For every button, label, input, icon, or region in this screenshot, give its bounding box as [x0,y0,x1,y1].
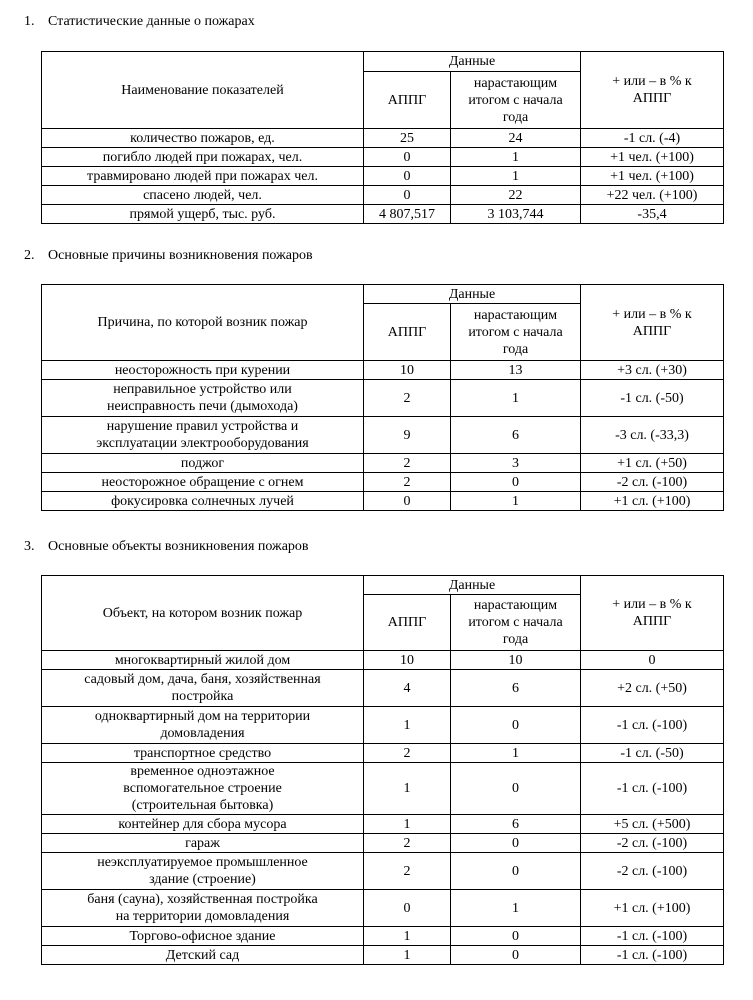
name-cell: травмировано людей при пожарах чел. [42,167,364,186]
appg-cell: 0 [364,492,451,511]
appg-cell: 1 [364,763,451,815]
name-column-header: Наименование показателей [42,52,364,129]
appg-cell: 1 [364,927,451,946]
name-cell: спасено людей, чел. [42,186,364,205]
cumulative-cell: 1 [451,380,581,417]
cumulative-column-header: нарастающим итогом с начала года [451,304,581,361]
change-cell: +1 чел. (+100) [581,167,724,186]
cumulative-cell: 0 [451,946,581,965]
cumulative-cell: 0 [451,927,581,946]
change-cell: -1 сл. (-50) [581,380,724,417]
cumulative-cell: 1 [451,744,581,763]
change-cell: -1 сл. (-4) [581,129,724,148]
data-group-header: Данные [364,52,581,72]
change-column-header: + или – в % к АППГ [581,285,724,361]
section-number: 1. [24,14,35,29]
section-title: Основные причины возникновения пожаров [48,248,313,263]
name-cell: многоквартирный жилой дом [42,651,364,670]
cumulative-cell: 1 [451,148,581,167]
change-cell: +1 сл. (+100) [581,890,724,927]
change-cell: -1 сл. (-50) [581,744,724,763]
cumulative-cell: 6 [451,417,581,454]
name-cell: неосторожность при курении [42,361,364,380]
appg-column-header: АППГ [364,304,451,361]
change-cell: 0 [581,651,724,670]
data-group-header: Данные [364,576,581,595]
cumulative-cell: 3 [451,454,581,473]
change-column-header: + или – в % к АППГ [581,52,724,129]
table-row [42,815,724,834]
name-cell: садовый дом, дача, баня, хозяйственная постройка [42,670,364,707]
table-row [42,380,724,417]
cumulative-cell: 6 [451,815,581,834]
appg-cell: 0 [364,148,451,167]
change-cell: -35,4 [581,205,724,224]
section-2-heading [24,248,313,264]
cumulative-cell: 22 [451,186,581,205]
name-cell: нарушение правил устройства и эксплуатации электрооборудования [42,417,364,454]
name-cell: баня (сауна), хозяйственная постройка на территории домовладения [42,890,364,927]
change-cell: -1 сл. (-100) [581,946,724,965]
section-title: Статистические данные о пожарах [48,14,255,29]
change-cell: +1 сл. (+100) [581,492,724,511]
change-column-header: + или – в % к АППГ [581,576,724,651]
table-row [42,927,724,946]
table-row [42,186,724,205]
appg-cell: 2 [364,853,451,890]
name-cell: прямой ущерб, тыс. руб. [42,205,364,224]
name-cell: гараж [42,834,364,853]
change-cell: -3 сл. (-33,3) [581,417,724,454]
name-cell: фокусировка солнечных лучей [42,492,364,511]
change-cell: +22 чел. (+100) [581,186,724,205]
appg-cell: 2 [364,834,451,853]
name-cell: погибло людей при пожарах, чел. [42,148,364,167]
appg-cell: 1 [364,707,451,744]
change-cell: -2 сл. (-100) [581,473,724,492]
section-1-heading [24,14,255,30]
change-cell: +2 сл. (+50) [581,670,724,707]
data-group-header: Данные [364,285,581,304]
cumulative-cell: 24 [451,129,581,148]
cumulative-cell: 0 [451,853,581,890]
cumulative-column-header: нарастающим итогом с начала года [451,595,581,651]
appg-cell: 0 [364,186,451,205]
appg-cell: 2 [364,454,451,473]
change-cell: -1 сл. (-100) [581,763,724,815]
appg-cell: 10 [364,651,451,670]
cumulative-cell: 0 [451,707,581,744]
cumulative-cell: 6 [451,670,581,707]
fire-causes-table [41,284,724,511]
appg-cell: 10 [364,361,451,380]
table-row [42,167,724,186]
table-row [42,205,724,224]
appg-cell: 4 [364,670,451,707]
fire-statistics-table [41,51,724,224]
cumulative-cell: 1 [451,890,581,927]
name-cell: поджог [42,454,364,473]
cumulative-cell: 10 [451,651,581,670]
appg-column-header: АППГ [364,595,451,651]
appg-cell: 2 [364,380,451,417]
cumulative-cell: 3 103,744 [451,205,581,224]
name-cell: временное одноэтажное вспомогательное строение (строительная бытовка) [42,763,364,815]
appg-column-header: АППГ [364,72,451,129]
change-cell: +5 сл. (+500) [581,815,724,834]
table-row [42,454,724,473]
change-cell: -1 сл. (-100) [581,927,724,946]
table-row [42,361,724,380]
change-cell: -2 сл. (-100) [581,834,724,853]
name-cell: неэксплуатируемое промышленное здание (строение) [42,853,364,890]
appg-cell: 2 [364,473,451,492]
section-number: 2. [24,248,35,263]
change-cell: +1 сл. (+50) [581,454,724,473]
change-cell: -1 сл. (-100) [581,707,724,744]
fire-objects-table [41,575,724,965]
name-cell: транспортное средство [42,744,364,763]
table-row [42,707,724,744]
name-cell: одноквартирный дом на территории домовладения [42,707,364,744]
change-cell: +3 сл. (+30) [581,361,724,380]
cumulative-cell: 1 [451,167,581,186]
cumulative-cell: 0 [451,473,581,492]
change-cell: -2 сл. (-100) [581,853,724,890]
appg-cell: 9 [364,417,451,454]
name-cell: контейнер для сбора мусора [42,815,364,834]
appg-cell: 0 [364,890,451,927]
table-row [42,129,724,148]
name-cell: неправильное устройство или неисправность печи (дымохода) [42,380,364,417]
table-row [42,834,724,853]
table-row [42,890,724,927]
name-cell: Детский сад [42,946,364,965]
appg-cell: 1 [364,815,451,834]
appg-cell: 4 807,517 [364,205,451,224]
cumulative-column-header: нарастающим итогом с начала года [451,72,581,129]
table-row [42,853,724,890]
table-row [42,417,724,454]
table-row [42,946,724,965]
appg-cell: 25 [364,129,451,148]
table-row [42,744,724,763]
name-column-header: Объект, на котором возник пожар [42,576,364,651]
name-cell: количество пожаров, ед. [42,129,364,148]
table-row [42,473,724,492]
table-row [42,763,724,815]
section-number: 3. [24,539,35,554]
section-3-heading [24,539,309,555]
change-cell: +1 чел. (+100) [581,148,724,167]
appg-cell: 2 [364,744,451,763]
table-row [42,148,724,167]
cumulative-cell: 1 [451,492,581,511]
section-title: Основные объекты возникновения пожаров [48,539,309,554]
name-column-header: Причина, по которой возник пожар [42,285,364,361]
cumulative-cell: 13 [451,361,581,380]
table-row [42,492,724,511]
cumulative-cell: 0 [451,834,581,853]
appg-cell: 0 [364,167,451,186]
table-row [42,670,724,707]
name-cell: Торгово-офисное здание [42,927,364,946]
appg-cell: 1 [364,946,451,965]
table-row [42,651,724,670]
cumulative-cell: 0 [451,763,581,815]
name-cell: неосторожное обращение с огнем [42,473,364,492]
